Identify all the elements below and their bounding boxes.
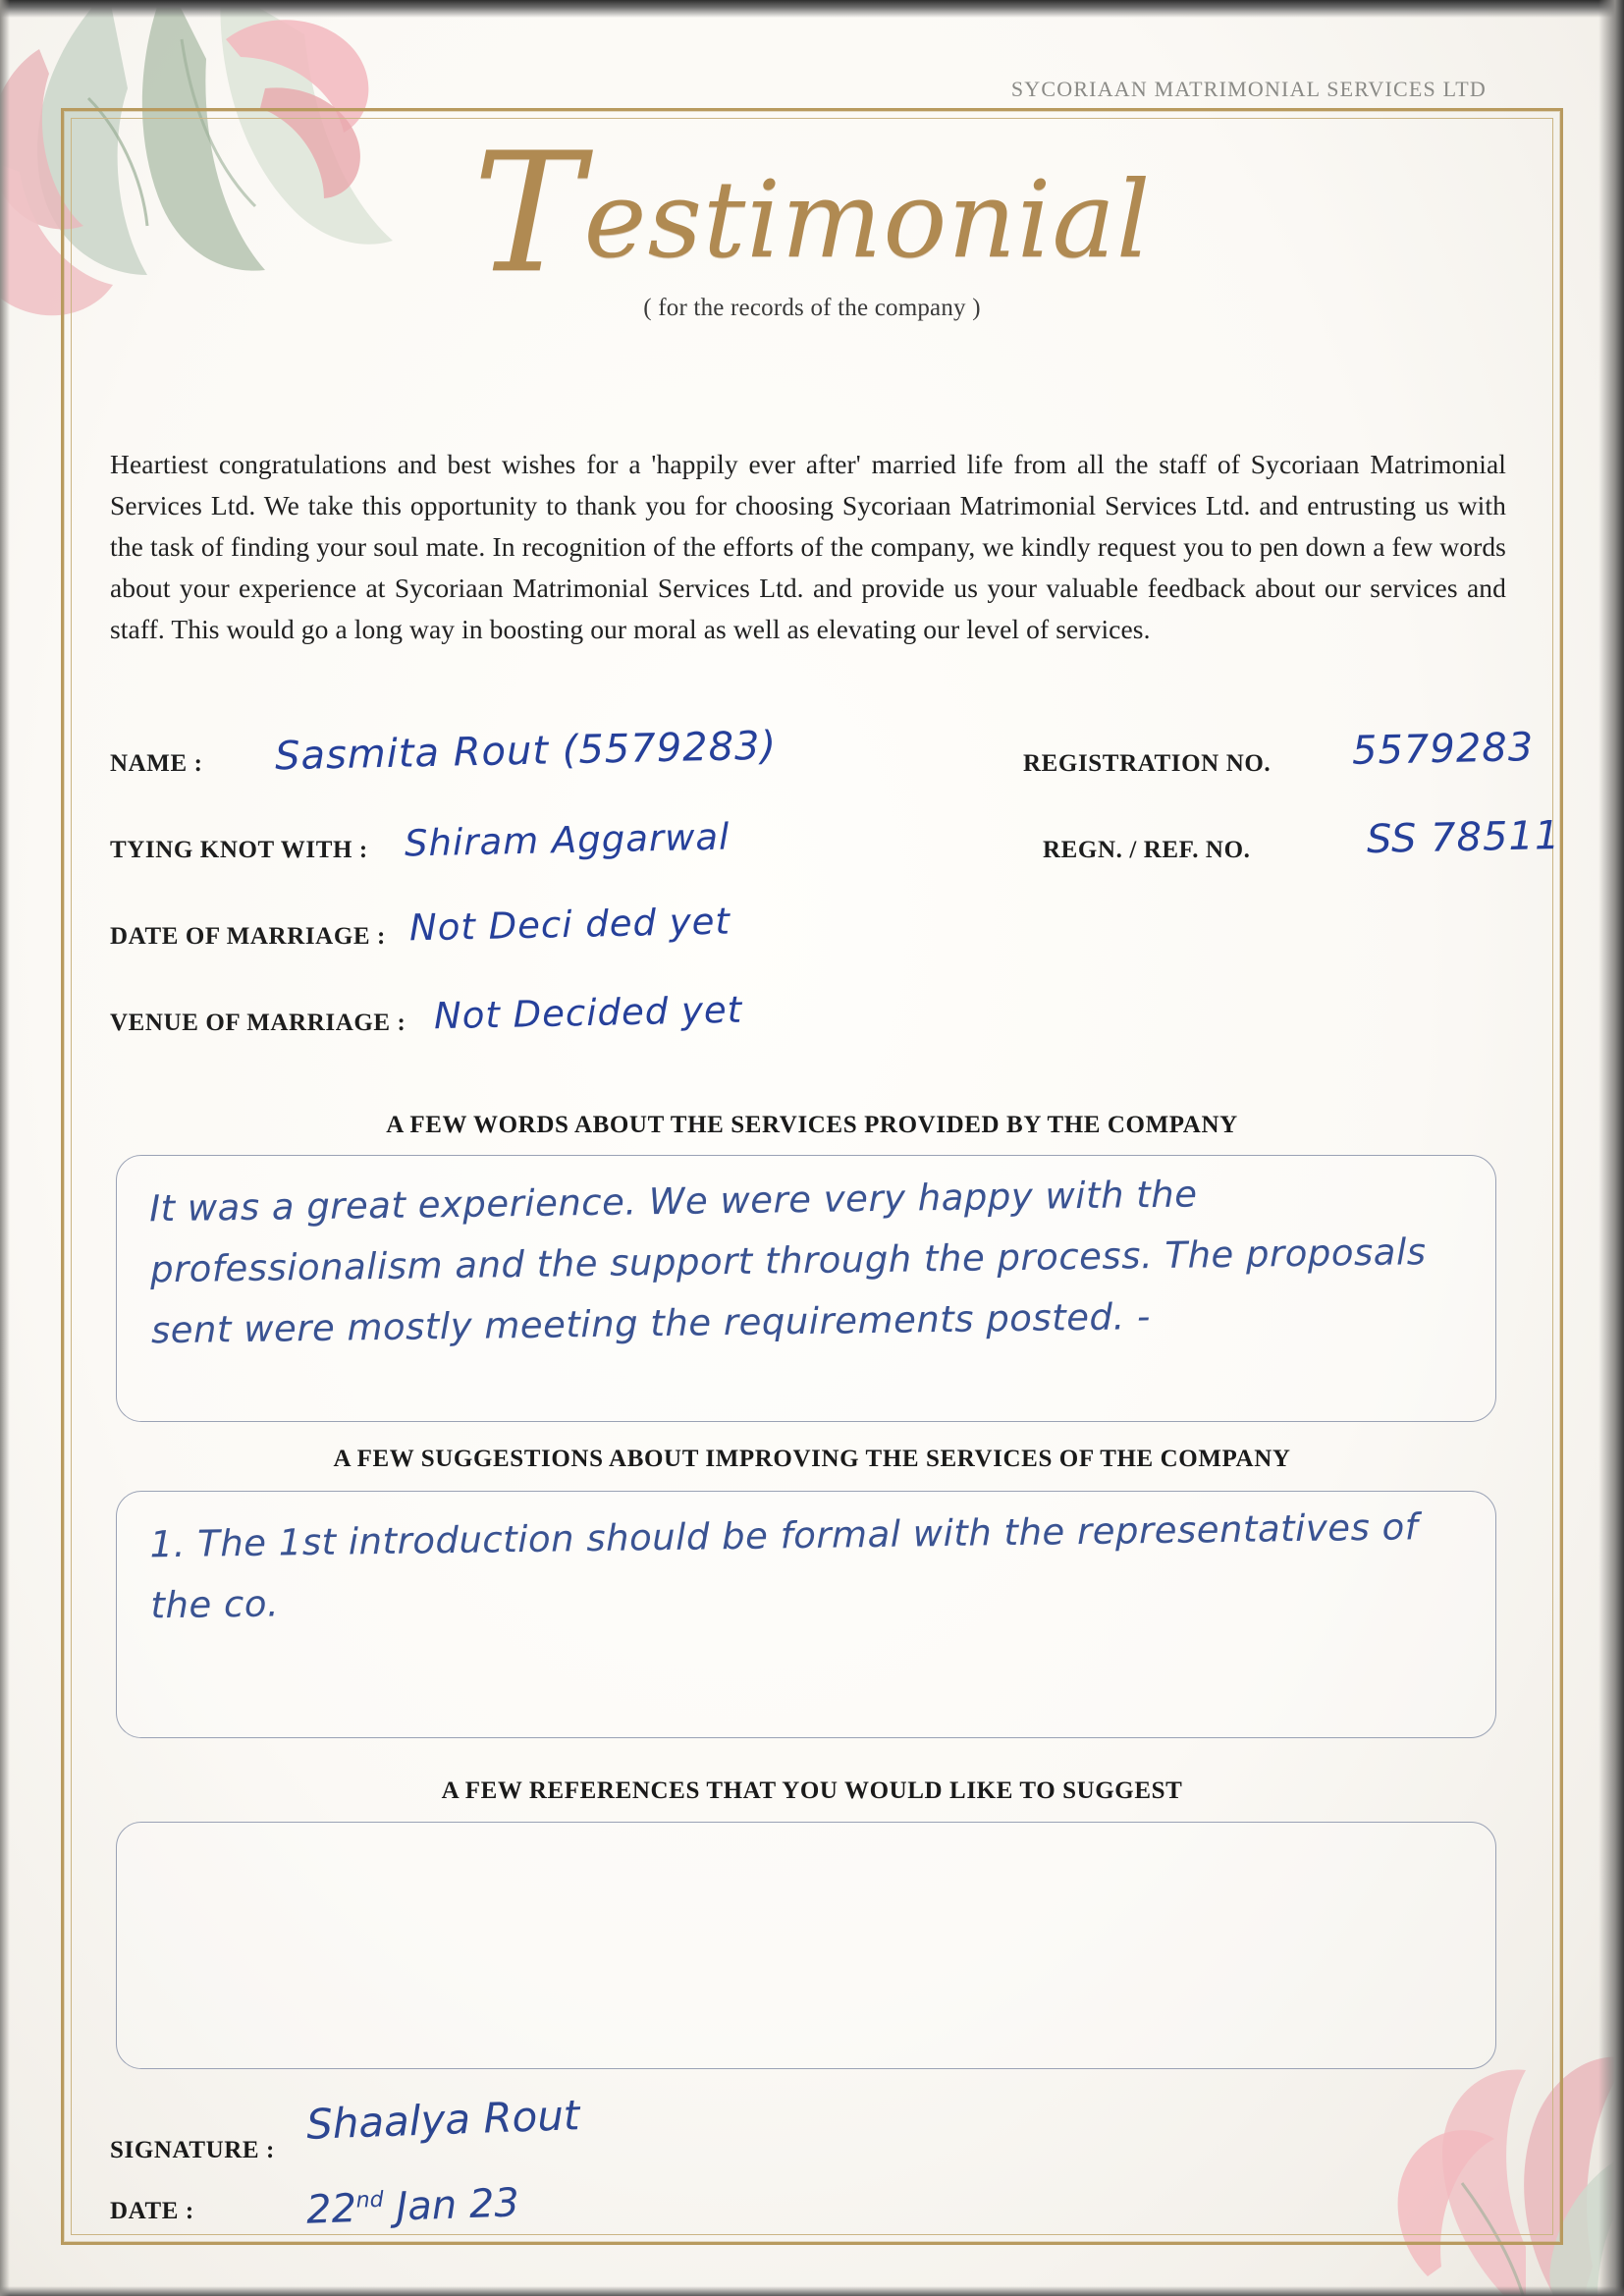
date-of-marriage-label: DATE OF MARRIAGE : <box>110 923 386 950</box>
name-label: NAME : <box>110 750 203 777</box>
suggestions-answer-text: 1. The 1st introduction should be formal with the representatives of the co. <box>149 1505 1419 1627</box>
services-section-heading: A FEW WORDS ABOUT THE SERVICES PROVIDED BY THE COMPANY <box>386 1112 1238 1138</box>
services-answer-box[interactable] <box>116 1155 1496 1422</box>
date-of-marriage-value: Not Deci ded yet <box>408 900 731 950</box>
tying-knot-value: Shiram Aggarwal <box>404 815 731 865</box>
scan-edge-bottom <box>0 2286 1624 2296</box>
intro-paragraph: Heartiest congratulations and best wishes for a 'happily ever after' married life from all the staff of Sycoriaan Matrimonial Services Ltd. We take this opportunity to thank you for choosing Sycoriaan Matrimonial Services Ltd. and entrusting us with the task of finding your soul mate. In recognition of the efforts of the company, we kindly request you to pen down a few words about your experience at Sycoriaan Matrimonial Services Ltd. and provide us your valuable feedback about our services and staff. This would go a long way in boosting our moral as well as elevating our level of services. <box>110 449 1506 644</box>
signature-value: Shaalya Rout <box>305 2091 581 2149</box>
suggestions-section-heading: A FEW SUGGESTIONS ABOUT IMPROVING THE SERVICES OF THE COMPANY <box>333 1446 1291 1472</box>
signature-row <box>110 2091 797 2182</box>
field-row-date-of-marriage <box>110 900 1545 986</box>
regn-ref-value: SS 78511 <box>1366 812 1561 863</box>
date-value-suffix: nd <box>355 2187 385 2214</box>
field-row-venue-of-marriage <box>110 986 1545 1072</box>
venue-of-marriage-value: Not Decided yet <box>433 988 743 1038</box>
date-value <box>305 2180 519 2233</box>
references-section-heading: A FEW REFERENCES THAT YOU WOULD LIKE TO SUGGEST <box>441 1777 1183 1804</box>
page-subtitle: ( for the records of the company ) <box>643 295 981 322</box>
page-title-initial: T <box>472 117 584 309</box>
scan-edge-right <box>1598 0 1624 2296</box>
services-answer-text: It was a great experience. We were very happy with the professionalism and the support through the process. The proposals sent were mostly meeting the requirements posted. - <box>148 1173 1427 1352</box>
registration-value: 5579283 <box>1351 725 1535 774</box>
date-row <box>110 2182 797 2243</box>
date-label: DATE : <box>110 2198 194 2224</box>
field-row-tying-knot <box>110 812 1561 900</box>
date-value-number: 22 <box>305 2186 357 2233</box>
signature-label: SIGNATURE : <box>110 2137 275 2163</box>
suggestions-answer-box[interactable] <box>116 1491 1496 1738</box>
title-block <box>0 117 1624 322</box>
company-header: SYCORIAAN MATRIMONIAL SERVICES LTD <box>1010 77 1487 101</box>
name-value: Sasmita Rout (5579283) <box>274 723 778 780</box>
page-title-rest: estimonial <box>583 159 1152 282</box>
venue-of-marriage-label: VENUE OF MARRIAGE : <box>110 1010 406 1036</box>
footer-signature-block <box>110 2091 797 2243</box>
tying-knot-label: TYING KNOT WITH : <box>110 837 368 863</box>
scan-edge-top <box>0 0 1624 18</box>
registration-label: REGISTRATION NO. <box>1023 750 1272 777</box>
regn-ref-label: REGN. / REF. NO. <box>1043 837 1251 863</box>
references-answer-box[interactable] <box>116 1822 1496 2069</box>
date-value-rest: Jan 23 <box>383 2180 520 2231</box>
form-fields <box>110 723 1561 1072</box>
scan-edge-left <box>0 0 10 2296</box>
field-row-name <box>110 723 1545 813</box>
